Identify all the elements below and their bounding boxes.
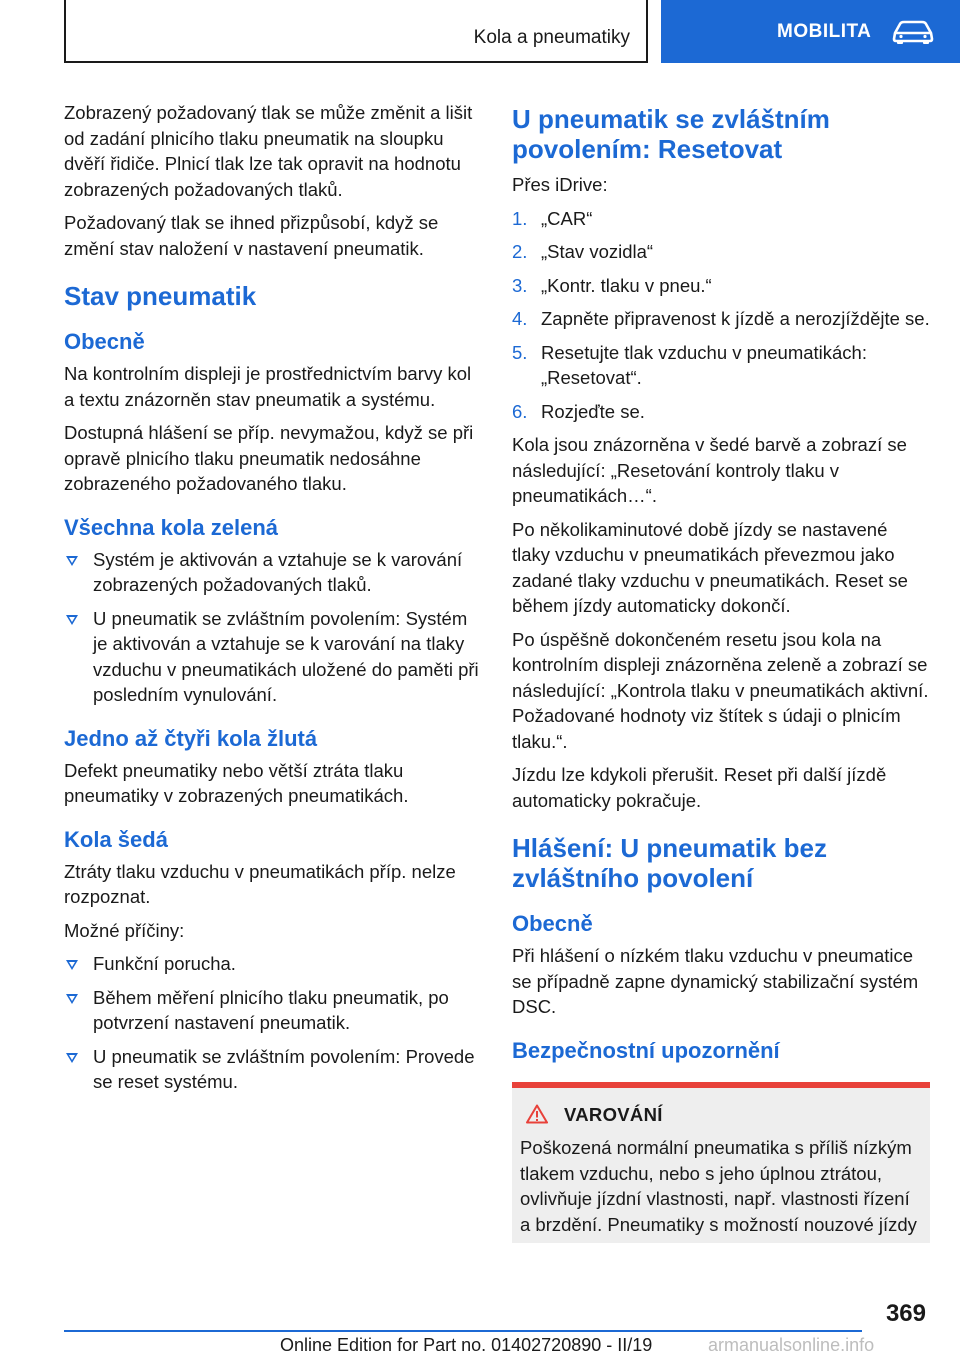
footer-edition: Online Edition for Part no. 01402720890 - II/19 [280, 1335, 653, 1355]
list-item: Systém je aktivován a vztahuje se k varování zobrazených požadovaných tlaků. [64, 547, 482, 598]
heading-hlaseni: Hlášení: U pneumatik bez zvláštního povolení [512, 833, 827, 893]
header-section-title: Kola a pneumatiky [473, 27, 630, 48]
list-item: 4. Zapněte připravenost k jízdě a nerozjíždějte se. [512, 308, 930, 329]
triangle-bullet-icon [66, 615, 78, 625]
zluta-paragraph: Defekt pneumatiky nebo větší ztráta tlaku pneumatiky v zobrazených pneumatikách. [64, 759, 409, 806]
heading-obecne-2: Obecně [512, 911, 593, 936]
header-section-box [64, 0, 648, 63]
list-item: 3. „Kontr. tlaku v pneu.“ [512, 274, 712, 296]
reset-paragraph-3: Po úspěšně dokončeném resetu jsou kola na kontrolním displeji znázorněna zeleně a zobrazí se následující: „Kontrola tlaku v pneumatikách aktivní. Požadované hodnoty viz štítek s údaji o plnicím tlaku.“. [512, 628, 929, 752]
footer-watermark: armanualsonline.info [708, 1335, 875, 1355]
heading-seda: Kola šedá [64, 826, 168, 852]
list-item: U pneumatik se zvláštním povolením: Provede se reset systému. [64, 1044, 482, 1095]
obecne-paragraph-1: Na kontrolním displeji je prostřednictvím barvy kol a textu znázorněn stav pneumatik a systému. [64, 363, 472, 410]
car-icon [891, 19, 935, 45]
right-column [512, 100, 930, 1243]
reset-steps [512, 206, 930, 425]
warning-title: VAROVÁNÍ [564, 1103, 663, 1125]
warning-header [520, 1102, 922, 1128]
list-item: 5. Resetujte tlak vzduchu v pneumatikách: „Resetovat“. [512, 341, 867, 388]
page-number: 369 [885, 1300, 926, 1327]
seda-paragraph-1: Ztráty tlaku vzduchu v pneumatikách příp. nelze rozpoznat. [64, 860, 456, 907]
obecne-paragraph-2: Dostupná hlášení se příp. nevymažou, když se při opravě plnicího tlaku pneumatik nedosáhne zobrazeného požadovaného tlaku. [64, 422, 474, 494]
footer-divider [64, 1330, 862, 1332]
warning-text: Poškozená normální pneumatika s příliš nízkým tlakem vzduchu, nebo s jeho úplnou ztrátou, ovlivňuje jízdní vlastnosti, např. vlastnosti řízení a brzdění. Pneumatiky s možností nouzové jízdy [520, 1137, 917, 1235]
reset-paragraph-2: Po několikaminutové době jízdy se nastavené tlaky vzduchu v pneumatikách převezmou jako zadané tlaky vzduchu v pneumatikách. Reset se během jízdy automaticky dokončí. [512, 518, 908, 616]
intro-paragraph-2: Požadovaný tlak se ihned přizpůsobí, když se změní stav naložení v nastavení pneumatik. [64, 212, 439, 259]
triangle-bullet-icon [66, 994, 78, 1004]
heading-zelena: Všechna kola zelená [64, 514, 278, 540]
zelena-list [64, 547, 482, 708]
seda-paragraph-2: Možné příčiny: [64, 919, 185, 941]
list-item: 1. „CAR“ [512, 207, 593, 229]
list-item: 2. „Stav vozidla“ [512, 241, 654, 262]
triangle-bullet-icon [66, 1053, 78, 1063]
header-chapter-box [661, 0, 960, 63]
warning-box [512, 1082, 930, 1244]
reset-paragraph-4: Jízdu lze kdykoli přerušit. Reset při další jízdě automaticky pokračuje. [512, 764, 887, 811]
reset-intro: Přes iDrive: [512, 174, 608, 195]
obecne-2-paragraph: Při hlášení o nízkém tlaku vzduchu v pneumatice se případně zapne dynamický stabilizační systém DSC. [512, 945, 919, 1017]
list-item: Během měření plnicího tlaku pneumatik, po potvrzení nastavení pneumatik. [64, 985, 482, 1036]
warning-triangle-icon [526, 1104, 548, 1124]
list-item: U pneumatik se zvláštním povolením: Systém je aktivován a vztahuje se k varování na tlaky vzduchu v pneumatikách uložené do paměti při posledním vynulování. [64, 606, 482, 708]
heading-bezpecnostni: Bezpečnostní upozornění [512, 1037, 780, 1063]
seda-list [64, 951, 482, 1095]
list-item: 6. Rozjeďte se. [512, 400, 645, 422]
left-column [64, 100, 482, 1103]
triangle-bullet-icon [66, 556, 78, 566]
triangle-bullet-icon [66, 960, 78, 970]
heading-stav-pneumatik: Stav pneumatik [64, 281, 257, 311]
heading-obecne: Obecně [64, 329, 145, 354]
list-item: Funkční porucha. [64, 951, 482, 977]
header-chapter-title: MOBILITA [777, 20, 872, 42]
reset-paragraph-1: Kola jsou znázorněna v šedé barvě a zobrazí se následující: „Resetování kontroly tlaku v pneumatikách…“. [512, 434, 907, 506]
heading-reset: U pneumatik se zvláštním povolením: Resetovat [512, 104, 830, 164]
heading-zluta: Jedno až čtyři kola žlutá [64, 725, 318, 751]
intro-paragraph-1: Zobrazený požadovaný tlak se může změnit a lišit od zadání plnicího tlaku pneumatik na sloupku dvěří řidiče. Plnicí tlak lze tak opravit na hodnotu zobrazených požadovaných tlaků. [64, 102, 473, 200]
